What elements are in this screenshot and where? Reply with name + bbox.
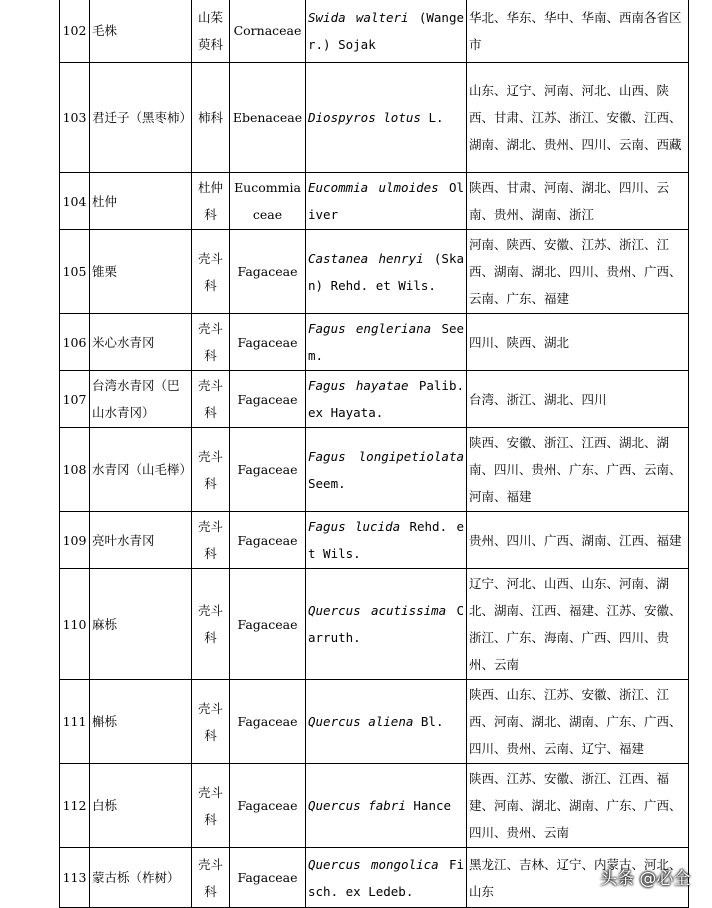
table-row (60, 0, 689, 63)
epithet: engleriana (355, 321, 432, 336)
table-row (60, 230, 689, 314)
family-chinese: 壳斗科 (192, 428, 230, 512)
row-number: 112 (60, 764, 90, 848)
genus: Fagus (308, 321, 346, 336)
scientific-name (306, 569, 467, 680)
table-row (60, 173, 689, 230)
family-latin: Fagaceae (230, 848, 306, 908)
species-table (59, 0, 689, 908)
distribution: 黑龙江、吉林、辽宁、内蒙古、河北、山东 (467, 848, 689, 908)
distribution: 辽宁、河北、山西、山东、河南、湖北、湖南、江西、福建、江苏、安徽、浙江、广东、海南、广西、四川、贵州、云南 (467, 569, 689, 680)
family-chinese: 壳斗科 (192, 230, 230, 314)
scientific-name (306, 680, 467, 764)
family-chinese: 壳斗科 (192, 314, 230, 371)
distribution: 四川、陕西、湖北 (467, 314, 689, 371)
author: L. (428, 110, 444, 125)
table-row (60, 371, 689, 428)
scientific-name (306, 848, 467, 908)
family-latin: Fagaceae (230, 764, 306, 848)
epithet: walteri (355, 9, 409, 25)
chinese-name: 水青冈（山毛榉） (90, 428, 192, 512)
epithet: aliena (368, 714, 414, 729)
family-chinese: 壳斗科 (192, 371, 230, 428)
family-chinese: 柿科 (192, 63, 230, 173)
epithet: lucida (354, 519, 401, 534)
row-number: 106 (60, 314, 90, 371)
genus: Swida (308, 9, 346, 25)
chinese-name: 麻栎 (90, 569, 192, 680)
chinese-name: 台湾水青冈（巴山水青冈） (90, 371, 192, 428)
row-number: 103 (60, 63, 90, 173)
row-number: 113 (60, 848, 90, 908)
family-latin: Fagaceae (230, 569, 306, 680)
genus: Quercus (308, 856, 361, 872)
table-row (60, 512, 689, 569)
author: (Wanger.) Sojak (308, 9, 465, 52)
row-number: 102 (60, 0, 90, 63)
genus: Eucommia (308, 180, 369, 195)
table-row (60, 848, 689, 908)
table-row (60, 428, 689, 512)
chinese-name: 亮叶水青冈 (90, 512, 192, 569)
genus: Quercus (308, 603, 361, 618)
family-chinese: 壳斗科 (192, 680, 230, 764)
row-number: 110 (60, 569, 90, 680)
distribution: 陕西、安徽、浙江、江西、湖北、湖南、四川、贵州、广东、广西、云南、河南、福建 (467, 428, 689, 512)
table-row (60, 314, 689, 371)
table-row (60, 569, 689, 680)
row-number: 109 (60, 512, 90, 569)
scientific-name (306, 764, 467, 848)
epithet: acutissima (370, 603, 447, 618)
distribution: 河南、陕西、安徽、江苏、浙江、江西、湖南、湖北、四川、贵州、广西、云南、广东、福建 (467, 230, 689, 314)
chinese-name: 锥栗 (90, 230, 192, 314)
family-chinese: 杜仲科 (192, 173, 230, 230)
chinese-name: 毛株 (90, 0, 192, 63)
scientific-name (306, 428, 467, 512)
author: Hance (413, 798, 452, 813)
epithet: longipetiolata (358, 448, 464, 464)
author: Oliver (308, 180, 464, 222)
genus: Castanea (308, 250, 369, 266)
table-row (60, 63, 689, 173)
author: Palib. ex Hayata. (308, 378, 465, 420)
epithet: hayatae (355, 378, 409, 393)
family-chinese: 壳斗科 (192, 512, 230, 569)
scientific-name (306, 314, 467, 371)
scientific-name (306, 173, 467, 230)
distribution: 陕西、山东、江苏、安徽、浙江、江西、河南、湖北、湖南、广东、广西、四川、贵州、云南、辽宁、福建 (467, 680, 689, 764)
row-number: 105 (60, 230, 90, 314)
table-row (60, 764, 689, 848)
genus: Quercus (308, 798, 361, 813)
chinese-name: 君迁子（黑枣柿） (90, 63, 192, 173)
distribution: 陕西、江苏、安徽、浙江、江西、福建、河南、湖北、湖南、广东、广西、四川、贵州、云南 (467, 764, 689, 848)
author: Carruth. (308, 603, 465, 645)
distribution: 台湾、浙江、湖北、四川 (467, 371, 689, 428)
family-chinese: 壳斗科 (192, 569, 230, 680)
scientific-name (306, 371, 467, 428)
row-number: 104 (60, 173, 90, 230)
family-latin: Fagaceae (230, 680, 306, 764)
epithet: henryi (378, 250, 424, 266)
family-latin: Fagaceae (230, 428, 306, 512)
family-latin: Fagaceae (230, 371, 306, 428)
scientific-name (306, 0, 467, 63)
family-latin: Eucommiaceae (230, 173, 306, 230)
family-chinese: 壳斗科 (192, 764, 230, 848)
family-latin: Fagaceae (230, 314, 306, 371)
author: Seem. (308, 321, 465, 363)
epithet: fabri (368, 798, 406, 813)
family-latin: Fagaceae (230, 230, 306, 314)
epithet: lotus (383, 110, 421, 125)
genus: Fagus (308, 448, 346, 464)
row-number: 111 (60, 680, 90, 764)
family-latin: Ebenaceae (230, 63, 306, 173)
family-chinese: 壳斗科 (192, 848, 230, 908)
family-latin: Fagaceae (230, 512, 306, 569)
author: Rehd. et Wils. (308, 519, 464, 561)
row-number: 107 (60, 371, 90, 428)
watermark: 头条 @必全 (600, 869, 691, 889)
genus: Diospyros (308, 110, 376, 125)
table-row (60, 680, 689, 764)
chinese-name: 槲栎 (90, 680, 192, 764)
author: Fisch. ex Ledeb. (308, 856, 465, 899)
chinese-name: 米心水青冈 (90, 314, 192, 371)
author: (Skan) Rehd. et Wils. (308, 250, 465, 293)
chinese-name: 白栎 (90, 764, 192, 848)
species-table-body (60, 0, 689, 908)
author: Seem. (308, 475, 346, 491)
distribution: 陕西、甘肃、河南、湖北、四川、云南、贵州、湖南、浙江 (467, 173, 689, 230)
scientific-name (306, 63, 467, 173)
distribution: 山东、辽宁、河南、河北、山西、陕西、甘肃、江苏、浙江、安徽、江西、湖南、湖北、贵州、四川、云南、西藏 (467, 63, 689, 173)
chinese-name: 蒙古栎（柞树） (90, 848, 192, 908)
row-number: 108 (60, 428, 90, 512)
epithet: ulmoides (378, 180, 439, 195)
distribution: 华北、华东、华中、华南、西南各省区市 (467, 0, 689, 63)
genus: Quercus (308, 714, 361, 729)
epithet: mongolica (370, 856, 439, 872)
distribution: 贵州、四川、广西、湖南、江西、福建 (467, 512, 689, 569)
family-chinese: 山茱萸科 (192, 0, 230, 63)
genus: Fagus (308, 519, 346, 534)
scientific-name (306, 230, 467, 314)
scientific-name (306, 512, 467, 569)
genus: Fagus (308, 378, 346, 393)
family-latin: Cornaceae (230, 0, 306, 63)
chinese-name: 杜仲 (90, 173, 192, 230)
author: Bl. (420, 714, 444, 729)
